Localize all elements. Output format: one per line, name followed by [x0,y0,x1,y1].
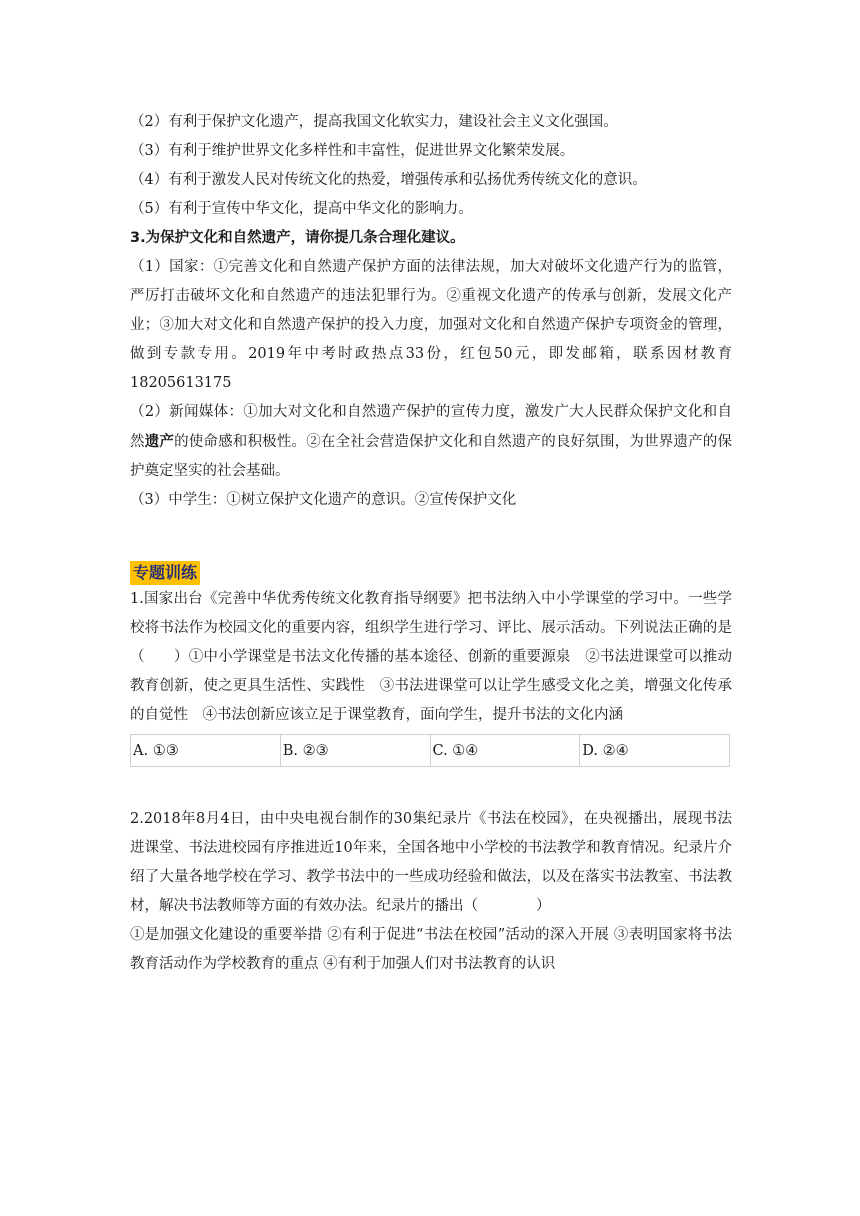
suggestion-state: （1）国家：①完善文化和自然遗产保护方面的法律法规，加大对破坏文化遗产行为的监管，严厉打击破坏文化和自然遗产的违法犯罪行为。②重视文化遗产的传承与创新，发展文化产业；③加大对文化和自然遗产保护的投入力度，加强对文化和自然遗产保护专项资金的管理，做到专款专用。2019年中考时政热点33份，红包50元，即发邮箱，联系因材教育18205613175 [130,259,732,391]
question-2-choices: ①是加强文化建设的重要举措 ②有利于促进“书法在校园”活动的深入开展 ③表明国家将书法教育活动作为学校教育的重点 ④有利于加强人们对书法教育的认识 [130,927,732,972]
question-1-options [130,734,730,767]
intro-point-5: （5）有利于宣传中华文化，提高中华文化的影响力。 [130,201,473,217]
intro-point-3: （3）有利于维护世界文化多样性和丰富性，促进世界文化繁荣发展。 [130,143,575,159]
q3-heading: 3.为保护文化和自然遗产，请你提几条合理化建议。 [130,230,465,246]
suggestion-media-bold: 遗产 [144,433,175,450]
suggestion-student: （3）中学生：①树立保护文化遗产的意识。②宣传保护文化 [130,492,517,508]
intro-point-4: （4）有利于激发人民对传统文化的热爱，增强传承和弘扬优秀传统文化的意识。 [130,172,647,188]
intro-point-2: （2）有利于保护文化遗产，提高我国文化软实力，建设社会主义文化强国。 [130,114,618,130]
question-1-stem: 1.国家出台《完善中华优秀传统文化教育指导纲要》把书法纳入中小学课堂的学习中。一些学校将书法作为校园文化的重要内容，组织学生进行学习、评比、展示活动。下列说法正确的是（ ）①中小学课堂是书法文化传播的基本途径、创新的重要源泉 ②书法进课堂可以推动教育创新，使之更具生活性、实践性 ③书法进课堂可以让学生感受文化之美，增强文化传承的自觉性 ④书法创新应该立足于课堂教育，面向学生，提升书法的文化内涵 [130,591,732,723]
option-b[interactable]: B. ②③ [280,735,430,767]
section-title-training: 专题训练 [130,561,200,585]
suggestion-media-part1: （2）新闻媒体：①加大对文化和自然遗产保护的宣传力度，激发广大人民群众保护文化和自然 [130,404,732,450]
question-2-stem: 2.2018年8月4日，由中央电视台制作的30集纪录片《书法在校园》，在央视播出，展现书法进课堂、书法进校园有序推进近10年来，全国各地中小学校的书法教学和教育情况。纪录片介绍了大量各地学校在学习、教学书法中的一些成功经验和做法，以及在落实书法教室、书法教材，解决书法教师等方面的有效办法。纪录片的播出（ ） [130,811,732,914]
option-a[interactable]: A. ①③ [131,735,281,767]
document-content [130,108,732,979]
suggestion-media-part2: 的使命感和积极性。②在全社会营造保护文化和自然遗产的良好氛围，为世界遗产的保护奠定坚实的社会基础。 [130,434,732,479]
option-d[interactable]: D. ②④ [580,735,730,767]
suggestion-media [130,398,732,486]
option-c[interactable]: C. ①④ [430,735,580,767]
